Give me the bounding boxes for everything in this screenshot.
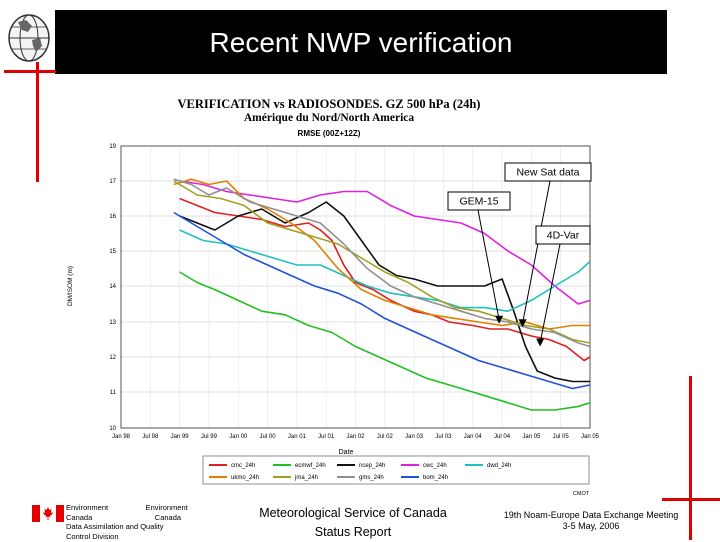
footer-env-fr: Environment: [145, 503, 188, 512]
annotation-label: 4D-Var: [546, 229, 580, 242]
chart-credit: CMOT: [572, 491, 590, 497]
annotation-arrowhead: [536, 339, 544, 347]
legend-label: ecmwf_24h: [295, 463, 326, 469]
y-axis: [109, 144, 116, 432]
chart-title: VERIFICATION vs RADIOSONDES. GZ 500 hPa (24h): [177, 97, 481, 111]
legend-label: cwc_24h: [423, 463, 447, 469]
y-tick-label: 19: [109, 144, 116, 150]
slide-title: Recent NWP verification: [209, 27, 513, 58]
x-axis: [112, 434, 600, 440]
x-tick-label: Jul 99: [200, 434, 217, 440]
chart-subtitle-rmse: RMSE (00Z+12Z): [297, 129, 361, 138]
x-tick-label: Jan 98: [111, 434, 131, 440]
x-tick-label: Jul 98: [142, 434, 159, 440]
x-tick-label: Jul 05: [552, 434, 569, 440]
y-tick-label: 17: [109, 179, 116, 185]
footer-meeting: [486, 510, 696, 532]
x-tick-label: Jan 05: [580, 434, 600, 440]
legend-label: ncep_24h: [359, 463, 386, 469]
footer-canada-en: Canada: [66, 512, 93, 522]
canada-flag-icon: [32, 505, 64, 522]
legend-label: cmc_24h: [231, 463, 256, 469]
footer-division-line2: Control Division: [66, 531, 119, 541]
y-tick-label: 10: [109, 426, 116, 432]
annotation-arrow-line: [523, 181, 550, 323]
chart-subtitle: Amérique du Nord/North America: [243, 112, 415, 124]
x-tick-label: Jul 01: [318, 434, 335, 440]
x-tick-label: Jul 00: [259, 434, 276, 440]
x-tick-label: Jan 03: [405, 434, 424, 440]
x-axis-label: Date: [338, 449, 354, 456]
footer-env-en: Environment: [66, 503, 109, 512]
series-line-ukmo-24h: [174, 179, 590, 329]
legend-label: ukmo_24h: [231, 475, 260, 481]
x-tick-label: Jul 04: [494, 434, 511, 440]
annotation-label: GEM-15: [459, 195, 499, 208]
x-tick-label: Jul 02: [376, 434, 393, 440]
footer-division-line1: Data Assimilation and Quality: [66, 522, 164, 531]
series-group: [174, 179, 590, 410]
y-tick-label: 12: [109, 355, 116, 361]
footer-msc-line2: Status Report: [314, 525, 392, 539]
footer-canada-fr: Canada: [154, 512, 182, 522]
y-tick-label: 11: [109, 390, 116, 396]
legend-label: bom_24h: [423, 475, 449, 481]
y-axis-label: DM/ISOM (m): [67, 265, 74, 307]
annotation-arrow-line: [478, 210, 499, 320]
y-tick-label: 13: [109, 320, 116, 326]
annotation-label: New Sat data: [516, 166, 580, 179]
x-tick-label: Jan 05: [522, 434, 541, 440]
y-tick-label: 14: [109, 284, 116, 290]
x-tick-label: Jul 03: [435, 434, 452, 440]
footer-meeting-line2: 3-5 May, 2006: [562, 521, 620, 531]
legend-box: [203, 456, 589, 484]
x-tick-label: Jan 02: [346, 434, 365, 440]
grid: [121, 146, 590, 428]
footer-meeting-line1: 19th Noam-Europe Data Exchange Meeting: [503, 510, 679, 520]
y-tick-label: 15: [109, 249, 116, 255]
legend-label: dwd_24h: [487, 463, 512, 469]
decor-red-line: [662, 498, 720, 501]
x-tick-label: Jan 04: [463, 434, 482, 440]
series-line-bom-24h: [174, 213, 590, 389]
y-tick-label: 16: [109, 214, 116, 220]
footer-environment-canada: [66, 503, 188, 541]
footer-msc-line1: Meteorological Service of Canada: [259, 506, 447, 520]
x-tick-label: Jan 01: [287, 434, 306, 440]
annotation-arrows: [448, 163, 591, 347]
footer-msc: [228, 504, 478, 542]
x-tick-label: Jan 00: [229, 434, 248, 440]
x-tick-label: Jan 99: [170, 434, 189, 440]
legend-label: jma_24h: [295, 475, 319, 481]
legend-label: gms_24h: [359, 475, 384, 481]
